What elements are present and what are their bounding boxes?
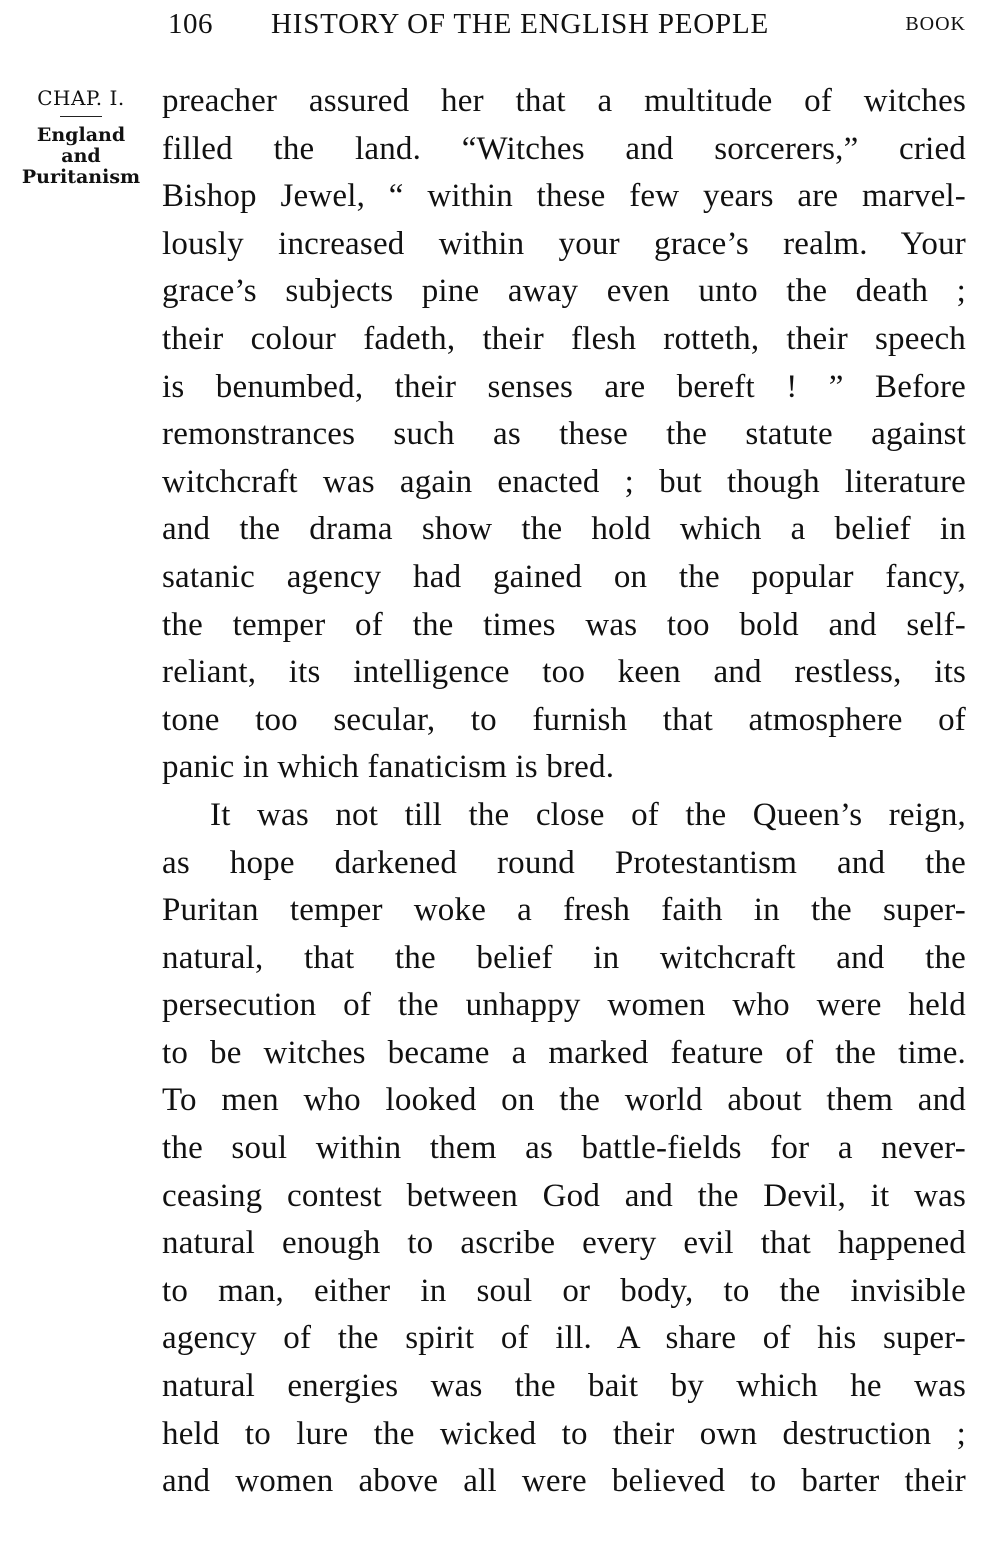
text-line: and women above all were believed to barter their bbox=[162, 1463, 966, 1500]
text-line: and the drama show the hold which a belief in bbox=[162, 511, 966, 548]
text-line: natural enough to ascribe every evil that happened bbox=[162, 1225, 966, 1262]
text-line: tone too secular, to furnish that atmosphere of bbox=[162, 701, 966, 738]
text-line: Bishop Jewel, “ within these few years are marvel- bbox=[162, 178, 966, 215]
text-line: witchcraft was again enacted ; but though literature bbox=[162, 463, 966, 500]
topic-note-line: Puritanism bbox=[21, 166, 141, 188]
text-line: to man, either in soul or body, to the invisible bbox=[162, 1272, 966, 1309]
text-line: satanic agency had gained on the popular fancy, bbox=[162, 558, 966, 595]
running-title: HISTORY OF THE ENGLISH PEOPLE bbox=[271, 8, 769, 40]
text-line: is benumbed, their senses are bereft ! ” Before bbox=[162, 368, 966, 405]
text-line: grace’s subjects pine away even unto the death ; bbox=[162, 273, 966, 310]
text-line: their colour fadeth, their flesh rotteth, their speech bbox=[162, 320, 966, 357]
margin-notes bbox=[8, 88, 154, 188]
text-line: reliant, its intelligence too keen and restless, its bbox=[162, 654, 966, 691]
topic-note-line: England bbox=[36, 124, 126, 146]
book-label: BOOK bbox=[905, 13, 966, 35]
text-line: It was not till the close of the Queen’s reign, bbox=[210, 796, 966, 833]
text-line: agency of the spirit of ill. A share of his super- bbox=[162, 1320, 966, 1357]
text-line: natural, that the belief in witchcraft and the bbox=[162, 939, 966, 976]
text-line: panic in which fanaticism is bred. bbox=[162, 749, 615, 786]
text-line: natural energies was the bait by which he was bbox=[162, 1368, 966, 1405]
text-line: Puritan temper woke a fresh faith in the super- bbox=[162, 892, 966, 929]
text-line: the temper of the times was too bold and self- bbox=[162, 606, 966, 643]
running-head bbox=[168, 8, 968, 48]
topic-note-line: and bbox=[61, 145, 101, 167]
text-line: the soul within them as battle-fields for a never- bbox=[162, 1130, 966, 1167]
text-line: held to lure the wicked to their own destruction ; bbox=[162, 1415, 966, 1452]
text-line: preacher assured her that a multitude of witches bbox=[162, 83, 966, 119]
text-line: to be witches became a marked feature of the time. bbox=[162, 1034, 966, 1071]
text-line: persecution of the unhappy women who were held bbox=[162, 987, 966, 1024]
topic-note bbox=[8, 125, 154, 188]
text-line: remonstrances such as these the statute against bbox=[162, 416, 966, 453]
text-line: filled the land. “Witches and sorcerers,” cried bbox=[162, 130, 966, 167]
page-number: 106 bbox=[168, 8, 213, 40]
text-line: ceasing contest between God and the Devil, it was bbox=[162, 1177, 966, 1214]
text-line: lously increased within your grace’s realm. Your bbox=[162, 225, 966, 262]
margin-note-rule bbox=[60, 116, 102, 117]
paragraph-2 bbox=[162, 792, 966, 1506]
chapter-note: CHAP. I. bbox=[37, 86, 125, 110]
text-line: as hope darkened round Protestantism and the bbox=[162, 844, 966, 881]
paragraph-1 bbox=[162, 78, 966, 792]
body-text bbox=[162, 78, 966, 1506]
text-line: To men who looked on the world about them and bbox=[162, 1082, 966, 1119]
